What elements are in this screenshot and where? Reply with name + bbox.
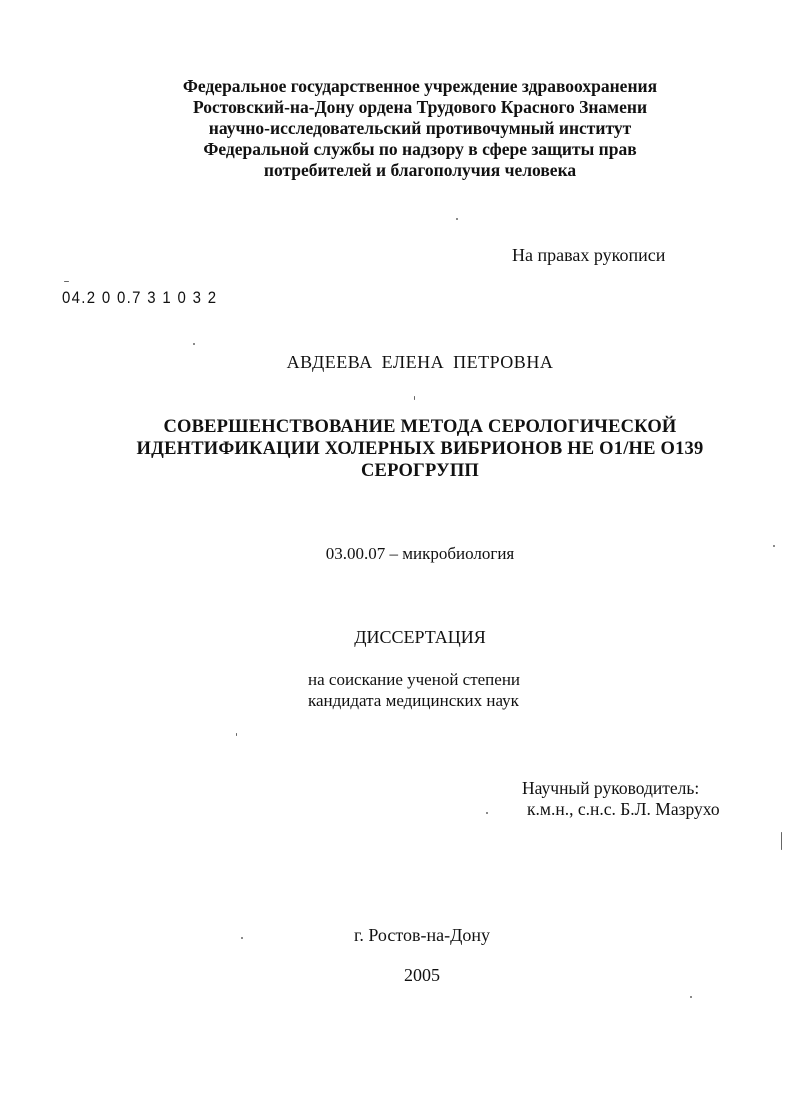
scan-speck [64, 281, 69, 282]
scan-speck [781, 832, 782, 850]
scan-speck [236, 733, 237, 736]
title-line: СОВЕРШЕНСТВОВАНИЕ МЕТОДА СЕРОЛОГИЧЕСКОЙ [163, 417, 677, 437]
author-name: АВДЕЕВА ЕЛЕНА ПЕТРОВНА [286, 352, 554, 372]
scan-speck [486, 812, 488, 814]
scientific-supervisor [522, 778, 720, 820]
scan-speck [193, 343, 195, 345]
title-line: СЕРОГРУПП [360, 461, 480, 481]
registry-number: 04.2 0 0.7 3 1 0 3 2 [62, 288, 218, 307]
year: 2005 [404, 965, 440, 985]
institution-line: Федеральной службы по надзору в сфере защиты прав [203, 139, 637, 159]
degree-statement [308, 669, 520, 711]
dissertation-title [110, 416, 730, 482]
scan-speck [241, 937, 243, 939]
institution-line: Ростовский-на-Дону ордена Трудового Красного Знамени [192, 97, 648, 117]
institution-line: потребителей и благополучия человека [263, 160, 577, 180]
degree-line: кандидата медицинских наук [308, 691, 519, 710]
scan-speck [773, 545, 775, 547]
supervisor-label: Научный руководитель: [522, 778, 700, 798]
scan-speck [690, 996, 692, 998]
manuscript-rights-note: На правах рукописи [512, 245, 666, 265]
supervisor-name: к.м.н., с.н.с. Б.Л. Мазрухо [527, 799, 720, 819]
city: г. Ростов-на-Дону [353, 925, 490, 945]
scan-speck [414, 396, 415, 400]
degree-line: на соискание ученой степени [308, 670, 521, 689]
institution-line: Федеральное государственное учреждение здравоохранения [182, 76, 658, 96]
institution-line: научно-исследовательский противочумный институт [208, 118, 632, 138]
title-line: ИДЕНТИФИКАЦИИ ХОЛЕРНЫХ ВИБРИОНОВ НЕ О1/НЕ О139 [136, 439, 704, 459]
document-type: ДИССЕРТАЦИЯ [354, 627, 486, 647]
specialty-code: 03.00.07 – микробиология [325, 544, 515, 563]
scan-speck [456, 218, 458, 220]
institution-header [100, 76, 740, 181]
